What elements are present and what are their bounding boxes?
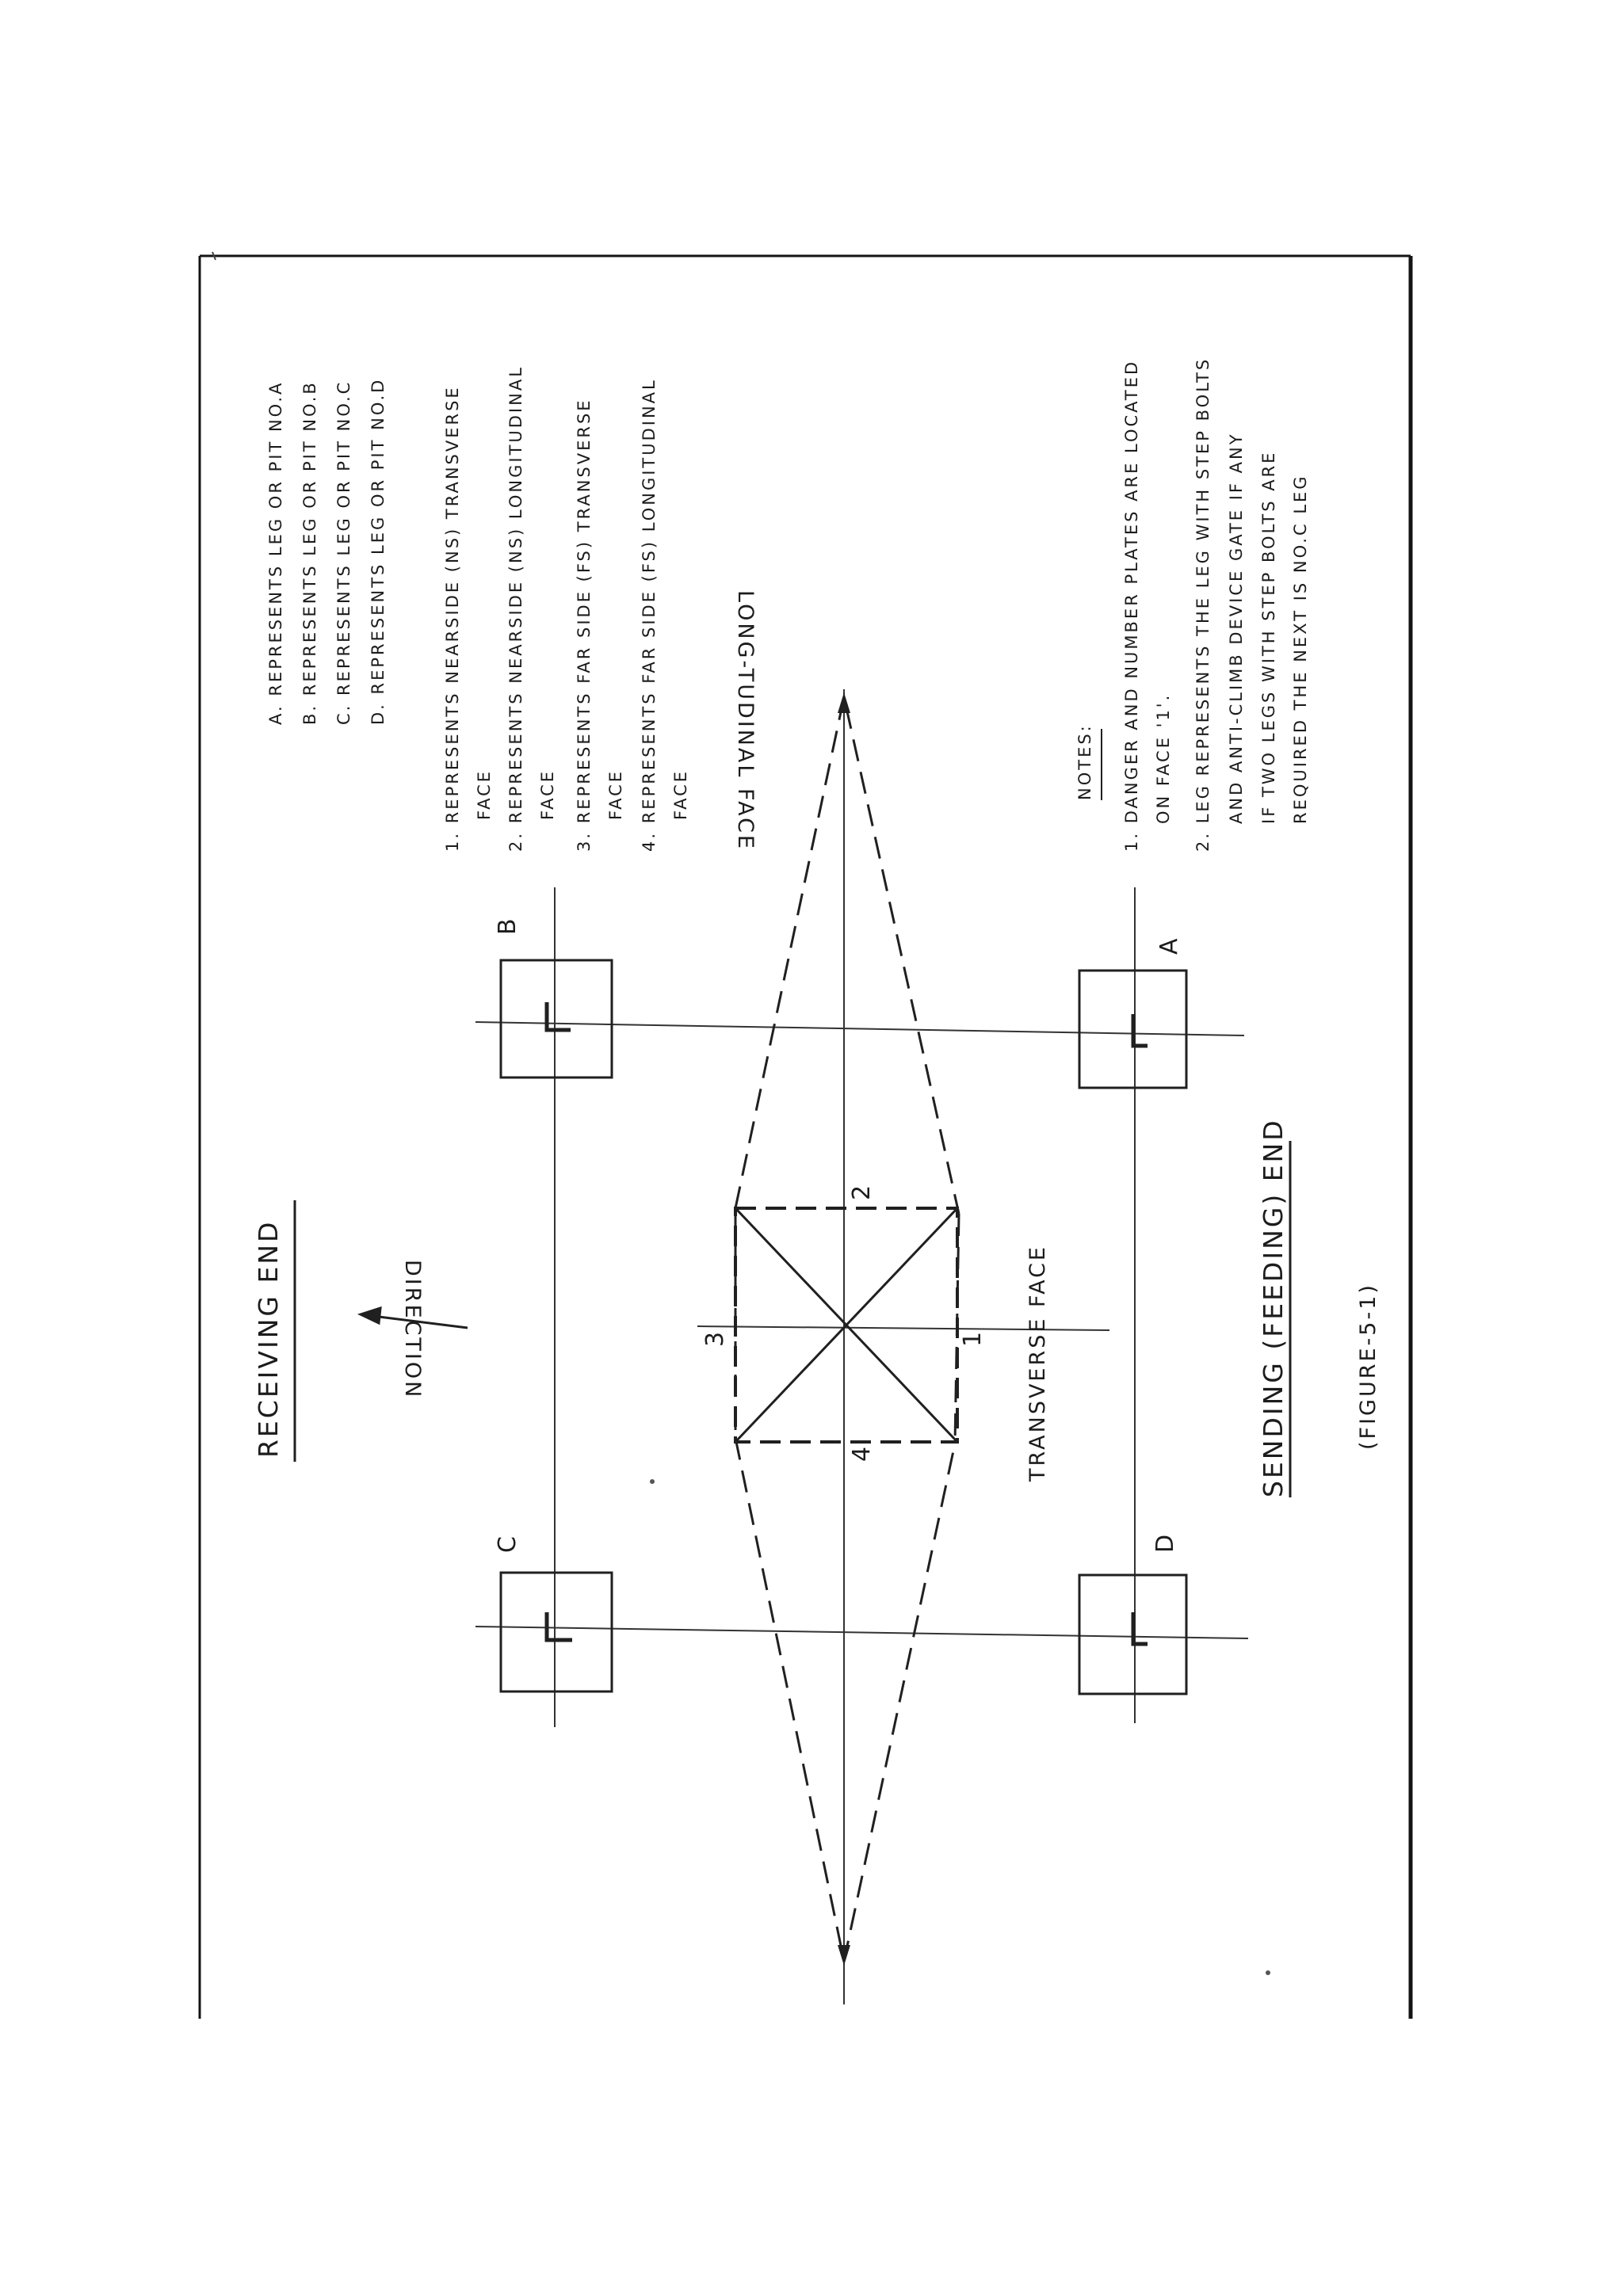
leg-b [501,960,612,1077]
longitudinal-face-label: LONG-TUDINAL FACE [733,590,758,851]
scan-speck [1266,1970,1270,1975]
receiving-end-label: RECEIVING END [253,1219,284,1458]
note-line: AND ANTI-CLIMB DEVICE GATE IF ANY [1227,432,1246,824]
face-legend-line: 3. REPRESENTS FAR SIDE (FS) TRANSVERSE [575,398,594,852]
face-legend-line: FACE [475,769,494,820]
face-number-4: 4 [848,1444,876,1462]
arrowhead-top [838,692,850,713]
leg-c [501,1573,612,1691]
face-legend-line: FACE [538,769,557,820]
note-line: IF TWO LEGS WITH STEP BOLTS ARE [1259,450,1278,824]
centre-lines [475,689,1248,2004]
transverse-face-square [735,1208,957,1442]
face-legend-line: 2. REPRESENTS NEARSIDE (NS) LONGITUDINAL [506,365,525,852]
note-line: ON FACE '1'. [1154,692,1173,824]
leg-legend-line: D. REPRESENTS LEG OR PIT NO.D [369,377,388,725]
leg-label-c: C [494,1534,521,1553]
face-number-1: 1 [959,1329,987,1347]
note-line: 1. DANGER AND NUMBER PLATES ARE LOCATED [1122,359,1141,852]
note-line: REQUIRED THE NEXT IS NO.C LEG [1291,474,1310,824]
note-line: 2. LEG REPRESENTS THE LEG WITH STEP BOLTS [1193,357,1212,852]
face-legend-line: 4. REPRESENTS FAR SIDE (FS) LONGITUDINAL [640,378,659,852]
leg-legend [266,378,388,725]
leg-label-a: A [1155,936,1183,955]
notes-block [1122,357,1310,852]
direction-label: DIRECTION [400,1260,425,1400]
sending-end-label: SENDING (FEEDING) END [1258,1118,1289,1497]
face-legend [443,365,690,852]
scan-speck [650,1479,655,1484]
arrowhead-bottom [838,1945,850,1966]
face-legend-line: FACE [671,769,690,820]
figure-caption: (FIGURE-5-1) [1356,1283,1381,1450]
transverse-face-label: TRANSVERSE FACE [1025,1245,1050,1482]
face-number-3: 3 [701,1329,729,1347]
notes-title: NOTES: [1075,723,1094,800]
leg-a [1079,971,1186,1088]
leg-label-b: B [494,916,521,935]
leg-legend-line: C. REPRESENTS LEG OR PIT NO.C [334,379,353,725]
leg-legend-line: B. REPRESENTS LEG OR PIT NO.B [300,380,319,725]
face-legend-line: FACE [606,769,625,820]
leg-legend-line: A. REPRESENTS LEG OR PIT NO.A [266,380,285,725]
face-legend-line: 1. REPRESENTS NEARSIDE (NS) TRANSVERSE [443,385,462,852]
face-number-2: 2 [848,1182,876,1200]
leg-d [1079,1575,1186,1694]
leg-label-d: D [1151,1531,1179,1553]
